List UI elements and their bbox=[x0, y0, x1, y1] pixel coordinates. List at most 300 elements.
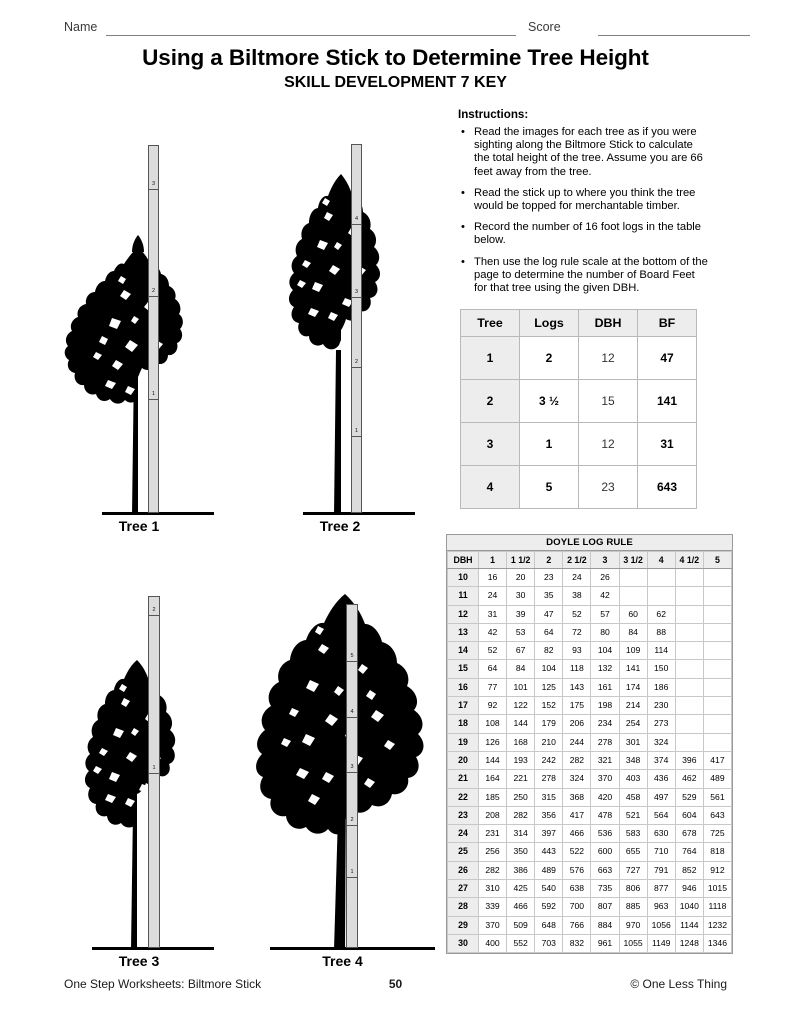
doyle-cell-value: 301 bbox=[619, 733, 647, 751]
page-subtitle: SKILL DEVELOPMENT 7 KEY bbox=[284, 74, 507, 91]
doyle-cell-value: 210 bbox=[535, 733, 563, 751]
doyle-cell-value: 509 bbox=[507, 916, 535, 934]
doyle-table-row bbox=[448, 605, 732, 623]
doyle-header-dbh: DBH bbox=[448, 552, 479, 569]
doyle-cell-value: 397 bbox=[535, 825, 563, 843]
doyle-cell-value: 84 bbox=[507, 660, 535, 678]
doyle-cell-value: 198 bbox=[591, 697, 619, 715]
stick-tick bbox=[352, 367, 361, 368]
biltmore-stick-2[interactable] bbox=[351, 144, 362, 513]
doyle-header-logs-2-1-2: 2 1/2 bbox=[563, 552, 591, 569]
doyle-cell-value: 832 bbox=[563, 934, 591, 952]
cell-bf[interactable]: 31 bbox=[638, 423, 697, 466]
instruction-item bbox=[458, 187, 710, 213]
stick-mark-3: 3 bbox=[151, 181, 156, 187]
doyle-cell-value: 53 bbox=[507, 623, 535, 641]
stick-mark-4: 4 bbox=[354, 216, 359, 222]
doyle-cell-value: 818 bbox=[703, 843, 731, 861]
doyle-cell-value: 67 bbox=[507, 642, 535, 660]
doyle-cell-value: 92 bbox=[479, 697, 507, 715]
name-score-row bbox=[0, 20, 791, 40]
instruction-text: Read the stick up to where you think the tree would be topped for merchantable timber. bbox=[474, 186, 696, 213]
doyle-cell-value: 727 bbox=[619, 861, 647, 879]
doyle-cell-value: 31 bbox=[479, 605, 507, 623]
doyle-cell-value bbox=[675, 587, 703, 605]
stick-tick bbox=[149, 399, 158, 400]
doyle-cell-value: 164 bbox=[479, 770, 507, 788]
doyle-header-logs-4-1-2: 4 1/2 bbox=[675, 552, 703, 569]
tree-1-caption: Tree 1 bbox=[118, 518, 160, 534]
stick-tick bbox=[347, 877, 357, 878]
doyle-table-row bbox=[448, 697, 732, 715]
doyle-cell-value bbox=[703, 605, 731, 623]
doyle-cell-value bbox=[675, 660, 703, 678]
doyle-cell-dbh: 21 bbox=[448, 770, 479, 788]
doyle-cell-value: 150 bbox=[647, 660, 675, 678]
doyle-cell-value: 30 bbox=[507, 587, 535, 605]
doyle-cell-value: 339 bbox=[479, 898, 507, 916]
doyle-cell-value: 26 bbox=[591, 569, 619, 587]
table-row bbox=[461, 466, 697, 509]
doyle-cell-dbh: 22 bbox=[448, 788, 479, 806]
doyle-cell-value: 700 bbox=[563, 898, 591, 916]
doyle-cell-value: 84 bbox=[619, 623, 647, 641]
cell-bf[interactable]: 47 bbox=[638, 337, 697, 380]
doyle-cell-value: 1144 bbox=[675, 916, 703, 934]
bullet-icon: • bbox=[461, 186, 465, 199]
doyle-cell-value: 478 bbox=[591, 806, 619, 824]
doyle-cell-value: 109 bbox=[619, 642, 647, 660]
cell-dbh: 23 bbox=[579, 466, 638, 509]
doyle-cell-value: 80 bbox=[591, 623, 619, 641]
doyle-cell-dbh: 25 bbox=[448, 843, 479, 861]
stick-mark-3: 3 bbox=[354, 289, 359, 295]
doyle-cell-value: 735 bbox=[591, 880, 619, 898]
answer-header-tree: Tree bbox=[461, 310, 520, 337]
doyle-cell-value: 592 bbox=[535, 898, 563, 916]
stick-mark-2: 2 bbox=[350, 817, 354, 823]
cell-tree: 3 bbox=[461, 423, 520, 466]
doyle-cell-value: 885 bbox=[619, 898, 647, 916]
doyle-header-logs-3: 3 bbox=[591, 552, 619, 569]
doyle-table-row bbox=[448, 678, 732, 696]
doyle-cell-value bbox=[675, 733, 703, 751]
doyle-cell-dbh: 26 bbox=[448, 861, 479, 879]
doyle-cell-value: 529 bbox=[675, 788, 703, 806]
doyle-cell-value bbox=[647, 587, 675, 605]
doyle-cell-value: 489 bbox=[703, 770, 731, 788]
doyle-cell-value: 282 bbox=[507, 806, 535, 824]
score-label: Score bbox=[528, 20, 561, 34]
doyle-cell-value: 104 bbox=[535, 660, 563, 678]
cell-bf[interactable]: 141 bbox=[638, 380, 697, 423]
doyle-cell-value: 118 bbox=[563, 660, 591, 678]
doyle-table-row bbox=[448, 806, 732, 824]
doyle-cell-value: 39 bbox=[507, 605, 535, 623]
doyle-cell-value: 20 bbox=[507, 569, 535, 587]
doyle-cell-value: 912 bbox=[703, 861, 731, 879]
answer-table-header-row bbox=[461, 310, 697, 337]
doyle-cell-value: 420 bbox=[591, 788, 619, 806]
doyle-cell-value: 806 bbox=[619, 880, 647, 898]
tree-1-silhouette bbox=[64, 140, 214, 515]
stick-mark-2: 2 bbox=[151, 288, 156, 294]
stick-tick bbox=[347, 825, 357, 826]
doyle-cell-value: 489 bbox=[535, 861, 563, 879]
page-footer bbox=[0, 977, 791, 993]
doyle-cell-value: 710 bbox=[647, 843, 675, 861]
doyle-table-row bbox=[448, 825, 732, 843]
doyle-cell-value: 970 bbox=[619, 916, 647, 934]
doyle-cell-value: 400 bbox=[479, 934, 507, 952]
doyle-header-logs-2: 2 bbox=[535, 552, 563, 569]
doyle-cell-value: 38 bbox=[563, 587, 591, 605]
doyle-cell-value: 57 bbox=[591, 605, 619, 623]
doyle-cell-value: 521 bbox=[619, 806, 647, 824]
doyle-cell-value: 466 bbox=[563, 825, 591, 843]
doyle-cell-value: 254 bbox=[619, 715, 647, 733]
doyle-cell-value: 417 bbox=[563, 806, 591, 824]
doyle-cell-value: 884 bbox=[591, 916, 619, 934]
doyle-cell-value: 16 bbox=[479, 569, 507, 587]
doyle-cell-value: 24 bbox=[563, 569, 591, 587]
doyle-cell-value: 321 bbox=[591, 751, 619, 769]
doyle-cell-value: 630 bbox=[647, 825, 675, 843]
stick-mark-2: 2 bbox=[354, 359, 359, 365]
answer-header-bf: BF bbox=[638, 310, 697, 337]
cell-dbh: 12 bbox=[579, 337, 638, 380]
bullet-icon: • bbox=[461, 221, 465, 234]
bullet-icon: • bbox=[461, 255, 465, 268]
cell-logs[interactable]: 5 bbox=[520, 466, 579, 509]
doyle-cell-value: 42 bbox=[591, 587, 619, 605]
doyle-cell-value: 536 bbox=[591, 825, 619, 843]
footer-copyright: © One Less Thing bbox=[630, 977, 727, 991]
doyle-header-logs-3-1-2: 3 1/2 bbox=[619, 552, 647, 569]
doyle-table-row bbox=[448, 587, 732, 605]
doyle-table-row bbox=[448, 642, 732, 660]
doyle-cell-value: 417 bbox=[703, 751, 731, 769]
doyle-cell-value: 60 bbox=[619, 605, 647, 623]
doyle-cell-value: 250 bbox=[507, 788, 535, 806]
doyle-table-row bbox=[448, 880, 732, 898]
instruction-item bbox=[458, 221, 710, 247]
doyle-cell-value: 1055 bbox=[619, 934, 647, 952]
doyle-table-row bbox=[448, 733, 732, 751]
doyle-cell-value: 282 bbox=[563, 751, 591, 769]
doyle-cell-value: 72 bbox=[563, 623, 591, 641]
doyle-cell-value: 179 bbox=[535, 715, 563, 733]
tree-4-caption: Tree 4 bbox=[322, 953, 363, 969]
stick-tick bbox=[347, 772, 357, 773]
doyle-cell-value: 234 bbox=[591, 715, 619, 733]
table-row bbox=[461, 423, 697, 466]
doyle-cell-value bbox=[703, 642, 731, 660]
doyle-cell-value: 47 bbox=[535, 605, 563, 623]
doyle-cell-dbh: 10 bbox=[448, 569, 479, 587]
doyle-cell-value bbox=[703, 733, 731, 751]
doyle-cell-value: 678 bbox=[675, 825, 703, 843]
doyle-table-row bbox=[448, 861, 732, 879]
doyle-cell-value: 348 bbox=[619, 751, 647, 769]
cell-logs[interactable]: 3 ½ bbox=[520, 380, 579, 423]
doyle-cell-value: 310 bbox=[479, 880, 507, 898]
tree-3-caption: Tree 3 bbox=[118, 953, 160, 969]
stick-mark-5: 5 bbox=[350, 653, 354, 659]
doyle-cell-value: 208 bbox=[479, 806, 507, 824]
doyle-header-logs-4: 4 bbox=[647, 552, 675, 569]
doyle-cell-value: 144 bbox=[507, 715, 535, 733]
doyle-cell-dbh: 17 bbox=[448, 697, 479, 715]
doyle-cell-value: 425 bbox=[507, 880, 535, 898]
doyle-cell-value: 350 bbox=[507, 843, 535, 861]
cell-tree: 4 bbox=[461, 466, 520, 509]
doyle-cell-value: 497 bbox=[647, 788, 675, 806]
doyle-table-row bbox=[448, 715, 732, 733]
doyle-cell-value bbox=[675, 569, 703, 587]
instruction-item bbox=[458, 256, 710, 296]
doyle-cell-value: 315 bbox=[535, 788, 563, 806]
stick-mark-1: 1 bbox=[350, 869, 354, 875]
doyle-cell-value: 122 bbox=[507, 697, 535, 715]
doyle-cell-value bbox=[703, 623, 731, 641]
doyle-cell-value: 126 bbox=[479, 733, 507, 751]
doyle-cell-value: 1149 bbox=[647, 934, 675, 952]
doyle-cell-dbh: 24 bbox=[448, 825, 479, 843]
doyle-cell-value bbox=[703, 678, 731, 696]
doyle-cell-value: 370 bbox=[479, 916, 507, 934]
doyle-cell-value: 221 bbox=[507, 770, 535, 788]
doyle-cell-value: 576 bbox=[563, 861, 591, 879]
doyle-cell-value: 655 bbox=[619, 843, 647, 861]
doyle-cell-value: 256 bbox=[479, 843, 507, 861]
doyle-cell-value: 852 bbox=[675, 861, 703, 879]
doyle-cell-dbh: 30 bbox=[448, 934, 479, 952]
stick-tick bbox=[149, 189, 158, 190]
doyle-cell-value: 231 bbox=[479, 825, 507, 843]
doyle-cell-value: 458 bbox=[619, 788, 647, 806]
doyle-cell-value: 24 bbox=[479, 587, 507, 605]
biltmore-stick-1[interactable] bbox=[148, 145, 159, 513]
doyle-cell-value: 1118 bbox=[703, 898, 731, 916]
doyle-cell-dbh: 20 bbox=[448, 751, 479, 769]
doyle-cell-value: 604 bbox=[675, 806, 703, 824]
doyle-cell-value bbox=[675, 678, 703, 696]
doyle-cell-value: 1232 bbox=[703, 916, 731, 934]
doyle-cell-value: 807 bbox=[591, 898, 619, 916]
stick-tick bbox=[352, 436, 361, 437]
stick-tick bbox=[352, 297, 361, 298]
doyle-cell-value: 278 bbox=[535, 770, 563, 788]
doyle-cell-value: 396 bbox=[675, 751, 703, 769]
doyle-cell-value: 1248 bbox=[675, 934, 703, 952]
cell-dbh: 12 bbox=[579, 423, 638, 466]
doyle-cell-value: 82 bbox=[535, 642, 563, 660]
doyle-cell-value: 104 bbox=[591, 642, 619, 660]
doyle-cell-value: 356 bbox=[535, 806, 563, 824]
stick-mark-1: 1 bbox=[152, 765, 156, 771]
tree-4-silhouette bbox=[250, 582, 435, 950]
doyle-cell-value: 214 bbox=[619, 697, 647, 715]
stick-mark-1: 1 bbox=[151, 391, 156, 397]
doyle-cell-value: 193 bbox=[507, 751, 535, 769]
tree-2-silhouette bbox=[265, 140, 415, 515]
biltmore-stick-4[interactable] bbox=[346, 604, 358, 948]
doyle-cell-value: 600 bbox=[591, 843, 619, 861]
doyle-cell-dbh: 16 bbox=[448, 678, 479, 696]
stick-tick bbox=[149, 773, 159, 774]
tree-figure-1 bbox=[64, 140, 214, 535]
doyle-table-row bbox=[448, 843, 732, 861]
doyle-cell-value: 144 bbox=[479, 751, 507, 769]
doyle-table-body bbox=[448, 569, 732, 953]
doyle-cell-dbh: 11 bbox=[448, 587, 479, 605]
score-write-line[interactable] bbox=[598, 35, 750, 36]
stick-mark-2: 2 bbox=[152, 607, 156, 613]
name-label: Name bbox=[64, 20, 98, 34]
doyle-cell-value: 242 bbox=[535, 751, 563, 769]
doyle-cell-value: 370 bbox=[591, 770, 619, 788]
doyle-cell-value: 663 bbox=[591, 861, 619, 879]
doyle-cell-value: 185 bbox=[479, 788, 507, 806]
doyle-cell-value: 64 bbox=[479, 660, 507, 678]
doyle-cell-dbh: 29 bbox=[448, 916, 479, 934]
stick-tick bbox=[347, 661, 357, 662]
doyle-cell-value: 946 bbox=[675, 880, 703, 898]
biltmore-stick-3[interactable] bbox=[148, 596, 160, 948]
doyle-cell-value: 23 bbox=[535, 569, 563, 587]
answer-header-dbh: DBH bbox=[579, 310, 638, 337]
doyle-cell-value: 282 bbox=[479, 861, 507, 879]
doyle-table-head bbox=[448, 552, 732, 569]
table-row bbox=[461, 337, 697, 380]
doyle-cell-value: 278 bbox=[591, 733, 619, 751]
doyle-cell-value: 35 bbox=[535, 587, 563, 605]
doyle-cell-value: 403 bbox=[619, 770, 647, 788]
cell-logs[interactable]: 1 bbox=[520, 423, 579, 466]
doyle-cell-value: 374 bbox=[647, 751, 675, 769]
doyle-cell-value: 462 bbox=[675, 770, 703, 788]
stick-mark-1: 1 bbox=[354, 428, 359, 434]
doyle-cell-dbh: 14 bbox=[448, 642, 479, 660]
doyle-cell-value bbox=[619, 569, 647, 587]
doyle-cell-value: 368 bbox=[563, 788, 591, 806]
doyle-header-row bbox=[448, 552, 732, 569]
stick-tick bbox=[347, 717, 357, 718]
stick-mark-4: 4 bbox=[350, 709, 354, 715]
doyle-cell-dbh: 15 bbox=[448, 660, 479, 678]
instructions-block bbox=[458, 108, 710, 303]
doyle-table-row bbox=[448, 770, 732, 788]
doyle-cell-value bbox=[647, 569, 675, 587]
doyle-table-row bbox=[448, 934, 732, 952]
answer-header-logs: Logs bbox=[520, 310, 579, 337]
doyle-cell-value: 108 bbox=[479, 715, 507, 733]
stick-tick bbox=[149, 296, 158, 297]
doyle-cell-value: 174 bbox=[619, 678, 647, 696]
tree-3-silhouette bbox=[64, 582, 214, 950]
doyle-table-row bbox=[448, 788, 732, 806]
footer-left-text: One Step Worksheets: Biltmore Stick bbox=[64, 977, 262, 991]
doyle-header-logs-1-1-2: 1 1/2 bbox=[507, 552, 535, 569]
doyle-cell-value bbox=[675, 642, 703, 660]
instruction-text: Record the number of 16 foot logs in the table below. bbox=[474, 221, 702, 247]
doyle-cell-value: 244 bbox=[563, 733, 591, 751]
doyle-cell-value: 552 bbox=[507, 934, 535, 952]
doyle-cell-value bbox=[703, 697, 731, 715]
doyle-cell-value: 961 bbox=[591, 934, 619, 952]
doyle-cell-value bbox=[703, 660, 731, 678]
doyle-cell-value: 77 bbox=[479, 678, 507, 696]
doyle-header-logs-1: 1 bbox=[479, 552, 507, 569]
doyle-cell-value: 766 bbox=[563, 916, 591, 934]
table-row bbox=[461, 380, 697, 423]
doyle-cell-value: 161 bbox=[591, 678, 619, 696]
doyle-table-row bbox=[448, 623, 732, 641]
doyle-cell-dbh: 19 bbox=[448, 733, 479, 751]
doyle-cell-value: 324 bbox=[563, 770, 591, 788]
doyle-cell-value: 436 bbox=[647, 770, 675, 788]
doyle-cell-value: 638 bbox=[563, 880, 591, 898]
doyle-cell-dbh: 12 bbox=[448, 605, 479, 623]
doyle-cell-value: 564 bbox=[647, 806, 675, 824]
doyle-cell-value: 643 bbox=[703, 806, 731, 824]
cell-bf[interactable]: 643 bbox=[638, 466, 697, 509]
cell-logs[interactable]: 2 bbox=[520, 337, 579, 380]
doyle-cell-value: 583 bbox=[619, 825, 647, 843]
doyle-cell-value: 152 bbox=[535, 697, 563, 715]
doyle-cell-value: 877 bbox=[647, 880, 675, 898]
doyle-cell-value bbox=[675, 623, 703, 641]
doyle-table-row bbox=[448, 751, 732, 769]
answer-table bbox=[460, 309, 697, 509]
stick-tick bbox=[149, 615, 159, 616]
doyle-cell-dbh: 13 bbox=[448, 623, 479, 641]
doyle-cell-dbh: 28 bbox=[448, 898, 479, 916]
doyle-cell-dbh: 27 bbox=[448, 880, 479, 898]
stick-tick bbox=[352, 224, 361, 225]
doyle-cell-value bbox=[675, 715, 703, 733]
instruction-text: Then use the log rule scale at the bottom of the page to determine the number of Board Feet for that tree using the given DBH. bbox=[474, 255, 708, 295]
instruction-item bbox=[458, 126, 710, 179]
name-write-line[interactable] bbox=[106, 35, 516, 36]
doyle-cell-value: 1056 bbox=[647, 916, 675, 934]
cell-tree: 2 bbox=[461, 380, 520, 423]
doyle-cell-value: 88 bbox=[647, 623, 675, 641]
footer-page-number: 50 bbox=[388, 977, 403, 991]
doyle-cell-value: 42 bbox=[479, 623, 507, 641]
doyle-cell-value: 791 bbox=[647, 861, 675, 879]
cell-tree: 1 bbox=[461, 337, 520, 380]
doyle-cell-value: 62 bbox=[647, 605, 675, 623]
doyle-cell-value bbox=[619, 587, 647, 605]
answer-table-body bbox=[461, 337, 697, 509]
doyle-cell-value: 125 bbox=[535, 678, 563, 696]
doyle-cell-value: 230 bbox=[647, 697, 675, 715]
doyle-cell-value: 386 bbox=[507, 861, 535, 879]
doyle-cell-value bbox=[703, 569, 731, 587]
doyle-cell-value: 114 bbox=[647, 642, 675, 660]
doyle-cell-value: 206 bbox=[563, 715, 591, 733]
doyle-cell-value: 703 bbox=[535, 934, 563, 952]
doyle-table-row bbox=[448, 569, 732, 587]
doyle-cell-value bbox=[703, 587, 731, 605]
doyle-cell-value: 143 bbox=[563, 678, 591, 696]
doyle-cell-value: 132 bbox=[591, 660, 619, 678]
doyle-cell-value: 540 bbox=[535, 880, 563, 898]
doyle-cell-value: 764 bbox=[675, 843, 703, 861]
doyle-table-row bbox=[448, 898, 732, 916]
